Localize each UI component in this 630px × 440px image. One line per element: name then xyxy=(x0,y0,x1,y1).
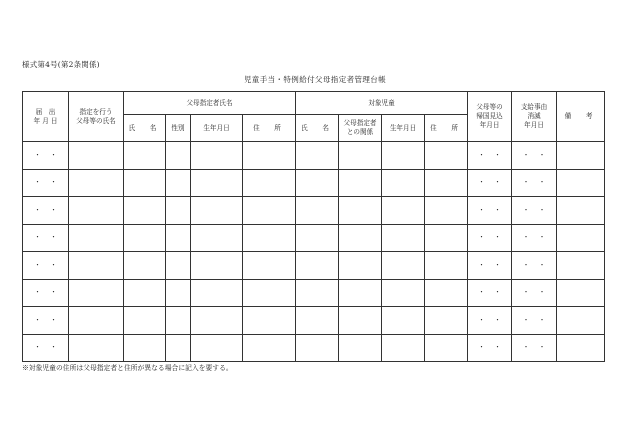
table-cell[interactable] xyxy=(243,197,296,225)
table-cell[interactable] xyxy=(296,224,339,252)
table-cell[interactable] xyxy=(191,142,243,170)
header-designee-dob: 生年月日 xyxy=(191,115,243,142)
table-cell[interactable] xyxy=(243,307,296,335)
table-cell[interactable] xyxy=(243,142,296,170)
date-placeholder: ・・ xyxy=(34,233,66,242)
management-ledger-table xyxy=(22,91,605,362)
table-cell[interactable] xyxy=(166,197,191,225)
date-placeholder: ・・ xyxy=(522,288,555,297)
table-cell[interactable] xyxy=(69,252,124,280)
date-placeholder: ・・ xyxy=(478,343,511,352)
filed-date-cell[interactable] xyxy=(23,252,69,280)
table-cell[interactable] xyxy=(296,334,339,362)
table-cell[interactable] xyxy=(166,169,191,197)
date-placeholder: ・・ xyxy=(34,343,66,352)
table-cell[interactable] xyxy=(124,279,166,307)
table-cell[interactable] xyxy=(425,307,468,335)
header-designee-address: 住 所 xyxy=(243,115,296,142)
return-date-cell[interactable] xyxy=(468,279,512,307)
header-designator-name: 指定を行う 父母等の氏名 xyxy=(69,92,124,142)
date-placeholder: ・・ xyxy=(478,178,511,187)
table-cell[interactable] xyxy=(557,169,605,197)
return-date-cell[interactable] xyxy=(468,142,512,170)
table-row xyxy=(23,224,605,252)
date-placeholder: ・・ xyxy=(34,260,66,269)
table-cell[interactable] xyxy=(124,307,166,335)
table-cell[interactable] xyxy=(339,197,382,225)
filed-date-cell[interactable] xyxy=(23,169,69,197)
table-cell[interactable] xyxy=(191,252,243,280)
table-cell[interactable] xyxy=(243,252,296,280)
header-child-relation: 父母指定者 との関係 xyxy=(339,115,382,142)
header-remarks: 備 考 xyxy=(557,92,605,142)
table-cell[interactable] xyxy=(382,334,425,362)
table-cell[interactable] xyxy=(296,197,339,225)
date-placeholder: ・・ xyxy=(522,315,555,324)
table-cell[interactable] xyxy=(296,252,339,280)
table-cell[interactable] xyxy=(296,307,339,335)
table-cell[interactable] xyxy=(124,334,166,362)
table-cell[interactable] xyxy=(382,252,425,280)
table-row xyxy=(23,142,605,170)
header-filed-date: 届 出 年 月 日 xyxy=(23,92,69,142)
table-cell[interactable] xyxy=(69,197,124,225)
table-cell[interactable] xyxy=(425,169,468,197)
header-designee-name: 氏 名 xyxy=(124,115,166,142)
table-cell[interactable] xyxy=(557,279,605,307)
footnote: ※対象児童の住所は父母指定者と住所が異なる場合に記入を要する。 xyxy=(22,364,233,372)
table-cell[interactable] xyxy=(339,279,382,307)
date-placeholder: ・・ xyxy=(478,288,511,297)
table-cell[interactable] xyxy=(191,334,243,362)
end-date-cell[interactable] xyxy=(512,252,557,280)
date-placeholder: ・・ xyxy=(478,315,511,324)
header-child-address: 住 所 xyxy=(425,115,468,142)
date-placeholder: ・・ xyxy=(522,178,555,187)
table-cell[interactable] xyxy=(166,252,191,280)
table-cell[interactable] xyxy=(557,224,605,252)
end-date-cell[interactable] xyxy=(512,224,557,252)
table-cell[interactable] xyxy=(557,252,605,280)
date-placeholder: ・・ xyxy=(478,205,511,214)
table-cell[interactable] xyxy=(191,197,243,225)
table-row xyxy=(23,307,605,335)
filed-date-cell[interactable] xyxy=(23,334,69,362)
table-cell[interactable] xyxy=(243,224,296,252)
table-cell[interactable] xyxy=(69,307,124,335)
header-row-top xyxy=(23,92,605,115)
table-cell[interactable] xyxy=(124,224,166,252)
table-cell[interactable] xyxy=(557,197,605,225)
table-cell[interactable] xyxy=(166,334,191,362)
table-cell[interactable] xyxy=(339,169,382,197)
header-child-group: 対象児童 xyxy=(296,92,468,115)
table-cell[interactable] xyxy=(69,142,124,170)
table-cell[interactable] xyxy=(557,142,605,170)
return-date-cell[interactable] xyxy=(468,334,512,362)
table-cell[interactable] xyxy=(191,279,243,307)
filed-date-cell[interactable] xyxy=(23,142,69,170)
table-row xyxy=(23,279,605,307)
table-cell[interactable] xyxy=(296,279,339,307)
filed-date-cell[interactable] xyxy=(23,197,69,225)
end-date-cell[interactable] xyxy=(512,307,557,335)
filed-date-cell[interactable] xyxy=(23,307,69,335)
table-cell[interactable] xyxy=(382,169,425,197)
table-cell[interactable] xyxy=(191,224,243,252)
table-cell[interactable] xyxy=(382,197,425,225)
date-placeholder: ・・ xyxy=(522,260,555,269)
table-cell[interactable] xyxy=(243,334,296,362)
table-row xyxy=(23,197,605,225)
table-cell[interactable] xyxy=(425,279,468,307)
table-cell[interactable] xyxy=(557,307,605,335)
table-cell[interactable] xyxy=(166,279,191,307)
end-date-cell[interactable] xyxy=(512,279,557,307)
header-return-date: 父母等の 帰国見込 年月日 xyxy=(468,92,512,142)
date-placeholder: ・・ xyxy=(522,343,555,352)
date-placeholder: ・・ xyxy=(522,205,555,214)
header-designee-sex: 性別 xyxy=(166,115,191,142)
return-date-cell[interactable] xyxy=(468,307,512,335)
header-designee-group: 父母指定者氏名 xyxy=(124,92,296,115)
table-cell[interactable] xyxy=(425,142,468,170)
table-cell[interactable] xyxy=(243,169,296,197)
table-cell[interactable] xyxy=(243,279,296,307)
date-placeholder: ・・ xyxy=(522,233,555,242)
date-placeholder: ・・ xyxy=(478,150,511,159)
table-cell[interactable] xyxy=(296,169,339,197)
table-cell[interactable] xyxy=(339,142,382,170)
table-cell[interactable] xyxy=(425,252,468,280)
header-child-dob: 生年月日 xyxy=(382,115,425,142)
document-title: 児童手当・特例給付父母指定者管理台帳 xyxy=(243,75,387,84)
table-cell[interactable] xyxy=(296,142,339,170)
table-cell[interactable] xyxy=(191,169,243,197)
date-placeholder: ・・ xyxy=(34,288,66,297)
table-cell[interactable] xyxy=(339,252,382,280)
table-cell[interactable] xyxy=(69,169,124,197)
date-placeholder: ・・ xyxy=(34,315,66,324)
date-placeholder: ・・ xyxy=(522,150,555,159)
filed-date-cell[interactable] xyxy=(23,224,69,252)
table-cell[interactable] xyxy=(382,279,425,307)
return-date-cell[interactable] xyxy=(468,197,512,225)
end-date-cell[interactable] xyxy=(512,197,557,225)
table-cell[interactable] xyxy=(191,307,243,335)
table-cell[interactable] xyxy=(69,334,124,362)
table-cell[interactable] xyxy=(425,224,468,252)
date-placeholder: ・・ xyxy=(478,233,511,242)
filed-date-cell[interactable] xyxy=(23,279,69,307)
date-placeholder: ・・ xyxy=(34,150,66,159)
table-cell[interactable] xyxy=(124,252,166,280)
form-number: 様式第4号(第2条関係) xyxy=(22,60,100,69)
table-cell[interactable] xyxy=(124,169,166,197)
header-child-name: 氏 名 xyxy=(296,115,339,142)
end-date-cell[interactable] xyxy=(512,334,557,362)
return-date-cell[interactable] xyxy=(468,169,512,197)
table-cell[interactable] xyxy=(124,142,166,170)
date-placeholder: ・・ xyxy=(478,260,511,269)
table-cell[interactable] xyxy=(339,307,382,335)
date-placeholder: ・・ xyxy=(34,205,66,214)
table-cell[interactable] xyxy=(382,142,425,170)
end-date-cell[interactable] xyxy=(512,142,557,170)
table-row xyxy=(23,252,605,280)
table-cell[interactable] xyxy=(166,307,191,335)
table-cell[interactable] xyxy=(69,224,124,252)
return-date-cell[interactable] xyxy=(468,224,512,252)
table-cell[interactable] xyxy=(425,197,468,225)
table-cell[interactable] xyxy=(382,224,425,252)
table-cell[interactable] xyxy=(124,197,166,225)
header-end-date: 支給事由 消滅 年月日 xyxy=(512,92,557,142)
table-row xyxy=(23,169,605,197)
end-date-cell[interactable] xyxy=(512,169,557,197)
ledger-body xyxy=(23,142,605,362)
table-cell[interactable] xyxy=(339,224,382,252)
table-cell[interactable] xyxy=(166,224,191,252)
table-cell[interactable] xyxy=(425,334,468,362)
table-cell[interactable] xyxy=(557,334,605,362)
table-row xyxy=(23,334,605,362)
table-cell[interactable] xyxy=(69,279,124,307)
table-cell[interactable] xyxy=(382,307,425,335)
return-date-cell[interactable] xyxy=(468,252,512,280)
table-cell[interactable] xyxy=(339,334,382,362)
table-cell[interactable] xyxy=(166,142,191,170)
date-placeholder: ・・ xyxy=(34,178,66,187)
